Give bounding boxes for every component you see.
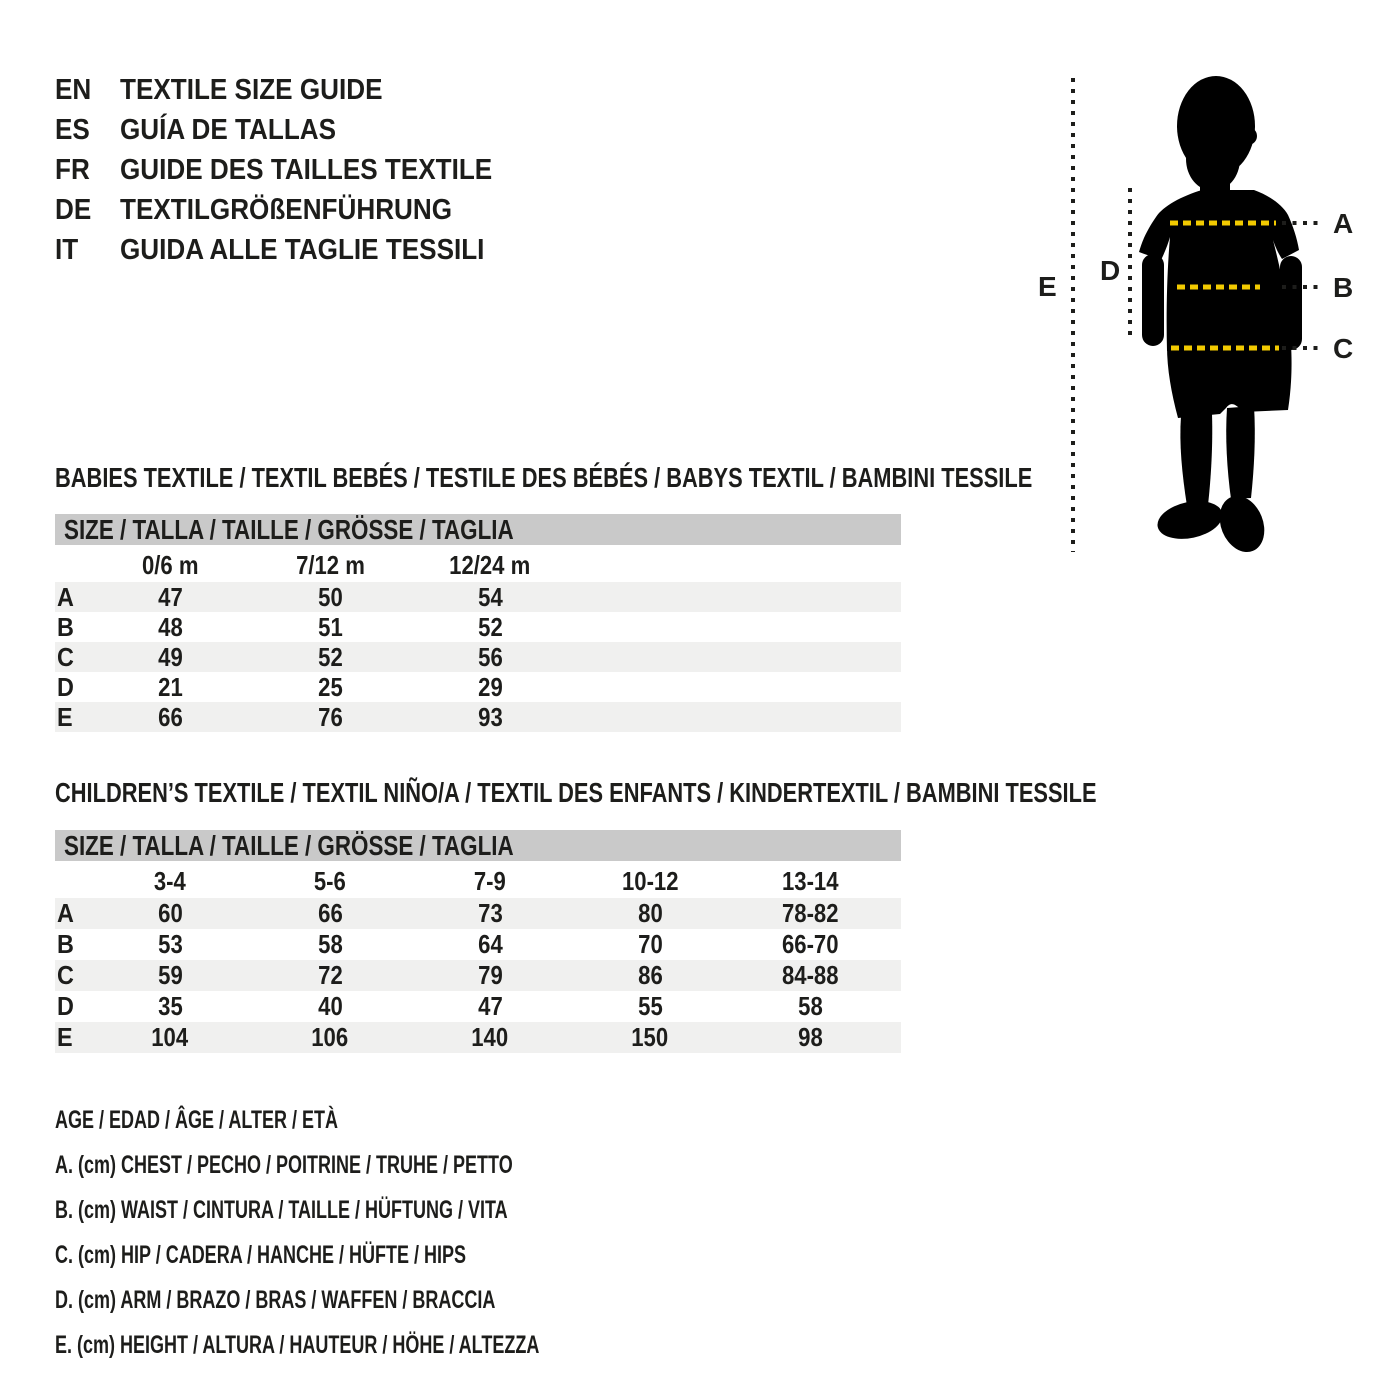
table-cell: 70: [637, 929, 663, 959]
size-column-header: 7-9: [474, 865, 506, 896]
measurement-legend: [55, 1098, 728, 1368]
table-cell: 59: [157, 960, 183, 990]
language-title: GUIDA ALLE TAGLIE TESSILI: [120, 233, 485, 266]
language-title: TEXTILGRÖßENFÜHRUNG: [120, 193, 453, 226]
table-cell: 29: [477, 672, 503, 702]
table-cell: 64: [477, 929, 503, 959]
legend-item: D. (cm) ARM / BRAZO / BRAS / WAFFEN / BRACCIA: [55, 1286, 496, 1314]
measure-label-e: E: [1038, 271, 1057, 302]
table-row: [55, 929, 901, 960]
silhouette-shorts: [1167, 344, 1292, 418]
table-cell: 53: [157, 929, 183, 959]
table-cell: 66-70: [781, 929, 839, 959]
silhouette-ear: [1239, 127, 1257, 145]
table-cell: 66: [157, 702, 183, 732]
table-cell: 47: [477, 991, 503, 1021]
table-cell: 73: [477, 898, 503, 928]
table-cell: 48: [157, 612, 183, 642]
measure-label-c: C: [1333, 333, 1354, 364]
language-row: [55, 110, 534, 150]
table-cell: 98: [797, 1022, 823, 1052]
row-label: E: [57, 702, 73, 732]
measure-label-d: D: [1100, 255, 1121, 286]
size-column-header: 13-14: [781, 865, 839, 896]
table-cell: 93: [477, 702, 503, 732]
table-row: [55, 898, 901, 929]
table-cell: 40: [317, 991, 343, 1021]
table-cell: 84-88: [781, 960, 839, 990]
table-cell: 150: [631, 1022, 669, 1052]
table-cell: 86: [637, 960, 663, 990]
row-label: B: [57, 929, 74, 959]
language-title-list: [55, 70, 534, 270]
table-cell: 140: [471, 1022, 509, 1052]
language-code: DE: [55, 193, 92, 226]
legend-item: B. (cm) WAIST / CINTURA / TAILLE / HÜFTUNG / VITA: [55, 1196, 508, 1224]
row-label: A: [57, 898, 74, 928]
table-cell: 78-82: [781, 898, 839, 928]
children-section-title: CHILDREN’S TEXTILE / TEXTIL NIÑO/A / TEXTIL DES ENFANTS / KINDERTEXTIL / BAMBINI TESSILE: [55, 777, 1097, 808]
table-row: [55, 1022, 901, 1053]
row-label: A: [57, 582, 74, 612]
silhouette-right-arm: [1280, 256, 1302, 350]
table-row: [55, 991, 901, 1022]
measure-label-a: A: [1333, 208, 1354, 239]
size-column-header: 12/24 m: [449, 549, 531, 580]
size-column-header: 7/12 m: [295, 549, 365, 580]
size-column-header: 3-4: [154, 865, 186, 896]
table-cell: 104: [151, 1022, 189, 1052]
table-cell: 51: [317, 612, 343, 642]
legend-item: C. (cm) HIP / CADERA / HANCHE / HÜFTE / HIPS: [55, 1241, 467, 1269]
silhouette-left-shoe: [1154, 496, 1226, 545]
children-size-table: [55, 830, 901, 1053]
table-cell: 106: [311, 1022, 349, 1052]
language-row: [55, 150, 534, 190]
table-row: [55, 612, 901, 642]
table-row: [55, 960, 901, 991]
babies-table-header-bar: SIZE / TALLA / TAILLE / GRÖSSE / TAGLIA: [55, 514, 901, 545]
legend-item: A. (cm) CHEST / PECHO / POITRINE / TRUHE / PETTO: [55, 1151, 513, 1179]
silhouette-right-shoe: [1212, 489, 1273, 559]
table-row: [55, 672, 901, 702]
language-code: EN: [55, 73, 92, 106]
table-cell: 54: [477, 582, 503, 612]
language-code: ES: [55, 113, 90, 146]
table-cell: 56: [477, 642, 503, 672]
children-table-header-bar: SIZE / TALLA / TAILLE / GRÖSSE / TAGLIA: [55, 830, 901, 861]
row-label: B: [57, 612, 74, 642]
table-cell: 58: [317, 929, 343, 959]
row-label: C: [57, 960, 74, 990]
language-code: FR: [55, 153, 90, 186]
table-row: [55, 582, 901, 612]
row-label: C: [57, 642, 74, 672]
size-column-header: 10-12: [621, 865, 679, 896]
table-cell: 21: [157, 672, 183, 702]
table-cell: 49: [157, 642, 183, 672]
table-cell: 50: [317, 582, 343, 612]
language-title: GUÍA DE TALLAS: [120, 113, 337, 146]
row-label: D: [57, 991, 74, 1021]
legend-item: E. (cm) HEIGHT / ALTURA / HAUTEUR / HÖHE / ALTEZZA: [55, 1331, 540, 1359]
language-title: TEXTILE SIZE GUIDE: [120, 73, 383, 106]
table-row: [55, 642, 901, 672]
size-column-header: 0/6 m: [141, 549, 199, 580]
table-cell: 55: [637, 991, 663, 1021]
table-cell: 25: [317, 672, 343, 702]
language-row: [55, 230, 534, 270]
table-cell: 76: [317, 702, 343, 732]
table-cell: 47: [157, 582, 183, 612]
language-row: [55, 190, 534, 230]
table-row: [55, 702, 901, 732]
legend-age-line: AGE / EDAD / ÂGE / ALTER / ETÀ: [55, 1106, 339, 1134]
table-cell: 35: [157, 991, 183, 1021]
row-label: D: [57, 672, 74, 702]
babies-size-columns-row: [55, 548, 901, 582]
table-cell: 72: [317, 960, 343, 990]
table-cell: 52: [477, 612, 503, 642]
measure-label-b: B: [1333, 272, 1354, 303]
language-code: IT: [55, 233, 79, 266]
table-cell: 79: [477, 960, 503, 990]
size-column-header: 5-6: [314, 865, 346, 896]
table-cell: 66: [317, 898, 343, 928]
row-label: E: [57, 1022, 73, 1052]
table-cell: 52: [317, 642, 343, 672]
silhouette-left-arm: [1142, 254, 1164, 346]
babies-size-table: [55, 514, 901, 732]
babies-section-title: BABIES TEXTILE / TEXTIL BEBÉS / TESTILE DES BÉBÉS / BABYS TEXTIL / BAMBINI TESSILE: [55, 462, 1033, 493]
table-cell: 58: [797, 991, 823, 1021]
table-cell: 60: [157, 898, 183, 928]
children-size-columns-row: [55, 864, 901, 898]
language-title: GUIDE DES TAILLES TEXTILE: [120, 153, 493, 186]
table-cell: 80: [637, 898, 663, 928]
language-row: [55, 70, 534, 110]
